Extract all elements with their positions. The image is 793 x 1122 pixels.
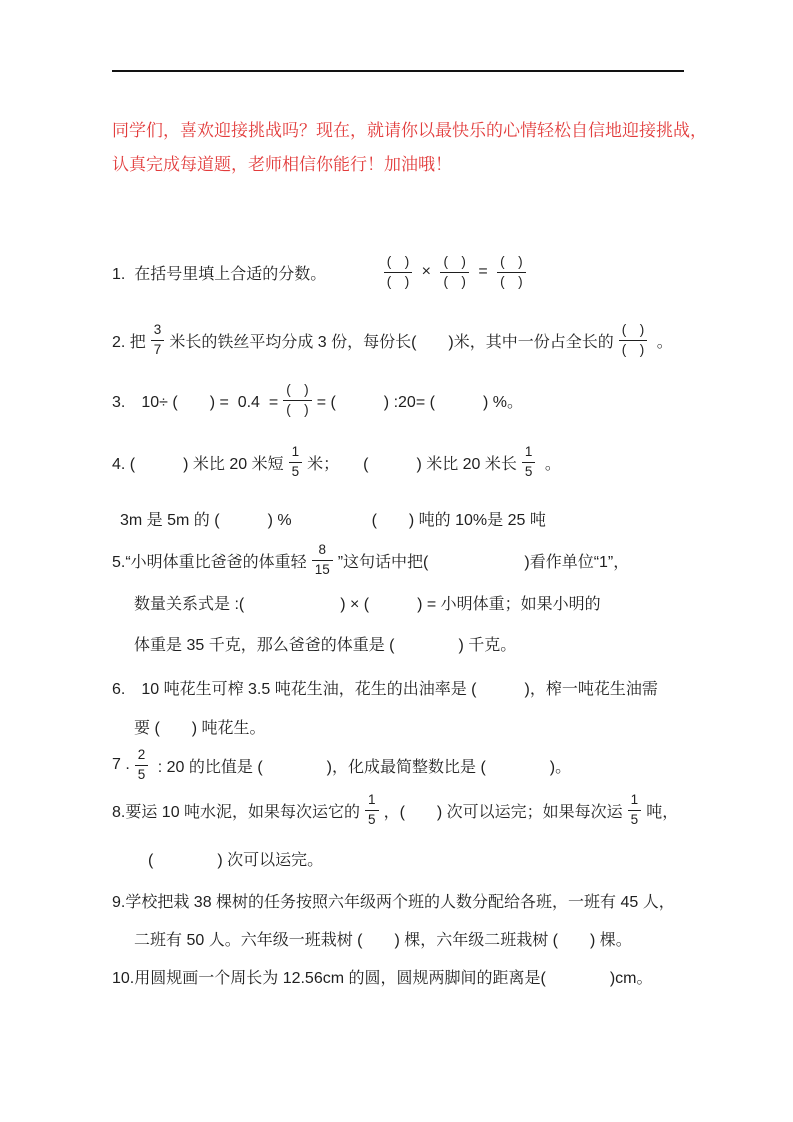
fraction-denominator: ( ) xyxy=(621,341,645,357)
fraction-numerator: 8 xyxy=(312,542,333,560)
fraction-numerator: ( ) xyxy=(384,254,413,272)
fraction-numerator: 1 xyxy=(289,444,303,462)
fraction-numerator: 1 xyxy=(522,444,536,462)
fraction-numerator: 2 xyxy=(135,747,149,765)
question-9-line-2 xyxy=(112,919,684,957)
question-5-line-3 xyxy=(112,624,684,662)
question-6-line-2 xyxy=(112,707,684,745)
question-7 xyxy=(112,746,684,784)
text-segment: 二班有 50 人。六年级一班栽树 ( ) 棵，六年级二班栽树 ( ) 棵。 xyxy=(134,931,632,949)
text-segment: 3m 是 5m 的 ( ) % ( ) 吨的 10%是 25 吨 xyxy=(120,511,546,529)
fraction-denominator: 15 xyxy=(314,561,330,577)
text-segment: ( ) 次可以运完。 xyxy=(148,851,324,869)
question-3 xyxy=(112,381,684,419)
fraction-denominator: 5 xyxy=(524,463,533,479)
question-8-line-2 xyxy=(112,839,684,877)
fraction xyxy=(289,444,303,479)
fraction xyxy=(151,322,165,357)
text-segment: = ( ) :20= ( ) %。 xyxy=(316,393,523,411)
intro-line: 认真完成每道题，老师相信你能行！加油哦！ xyxy=(112,155,452,174)
text-segment: 体重是 35 千克，那么爸爸的体重是 ( ) 千克。 xyxy=(134,636,517,654)
text-segment xyxy=(326,261,378,284)
fraction xyxy=(628,792,642,827)
fraction-denominator: 5 xyxy=(291,463,300,479)
text-segment: 2. 把 xyxy=(112,333,146,351)
fraction xyxy=(135,747,149,782)
fraction xyxy=(440,254,469,289)
fraction xyxy=(619,322,648,357)
fraction-numerator: 1 xyxy=(365,792,379,810)
text-segment: 数量关系式是 :( ) × ( ) = 小明体重；如果小明的 xyxy=(134,595,601,613)
text-segment: 1. 在括号里填上合适的分数。 xyxy=(112,265,327,283)
question-4-sub xyxy=(112,499,684,537)
fraction xyxy=(312,542,333,577)
text-segment: 8.要运 10 吨水泥，如果每次运它的 xyxy=(112,803,361,821)
document-body xyxy=(112,253,684,995)
fraction-denominator: 5 xyxy=(368,811,376,827)
page-content xyxy=(112,70,707,995)
question-4 xyxy=(112,443,684,481)
fraction xyxy=(365,792,379,827)
text-segment: 10.用圆规画一个周长为 12.56cm 的圆，圆规两脚间的距离是( )cm。 xyxy=(112,969,653,987)
text-segment: 3. 10÷ ( ) = 0.4 = xyxy=(112,393,279,411)
fraction xyxy=(384,254,413,289)
text-segment: 吨， xyxy=(646,803,679,821)
intro-line: 同学们，喜欢迎接挑战吗？现在，就请你以最快乐的心情轻松自信地迎接挑战， xyxy=(112,121,707,140)
text-segment: 。 xyxy=(652,333,673,351)
text-segment: 5.“小明体重比爸爸的体重轻 xyxy=(112,553,307,571)
question-5-line-2 xyxy=(112,583,684,621)
fraction-denominator: 5 xyxy=(137,766,146,782)
question-9-line-1 xyxy=(112,881,684,919)
fraction-numerator: 3 xyxy=(151,322,165,340)
fraction-numerator: ( ) xyxy=(497,254,526,272)
fraction xyxy=(497,254,526,289)
text-segment: = xyxy=(473,263,493,280)
question-8-line-1 xyxy=(112,791,684,829)
question-1 xyxy=(112,253,684,291)
fraction-denominator: ( ) xyxy=(286,401,309,417)
header-rule xyxy=(112,70,684,72)
question-2 xyxy=(112,321,684,359)
text-segment: 。 xyxy=(540,455,561,473)
fraction-denominator: ( ) xyxy=(500,273,523,289)
fraction-numerator: ( ) xyxy=(440,254,469,272)
text-segment: 7 . xyxy=(112,756,130,773)
text-segment: ”这句话中把( )看作单位“1”， xyxy=(337,553,630,571)
question-5-line-1 xyxy=(112,541,684,579)
fraction-denominator: 7 xyxy=(153,341,162,357)
fraction xyxy=(522,444,536,479)
text-segment: 6. 10 吨花生可榨 3.5 吨花生油，花生的出油率是 ( )，榨一吨花生油需 xyxy=(112,680,658,698)
text-segment: 9.学校把栽 38 棵树的任务按照六年级两个班的人数分配给各班，一班有 45 人， xyxy=(112,893,675,911)
fraction xyxy=(283,382,312,417)
text-segment: : 20 的比值是 ( )，化成最简整数比是 ( )。 xyxy=(153,758,572,776)
text-segment: ，( ) 次可以运完；如果每次运 xyxy=(383,803,623,821)
question-10 xyxy=(112,957,684,995)
fraction-denominator: ( ) xyxy=(443,273,466,289)
fraction-numerator: 1 xyxy=(628,792,642,810)
text-segment: 4. ( ) 米比 20 米短 xyxy=(112,455,284,473)
intro-text xyxy=(112,114,707,182)
fraction-denominator: 5 xyxy=(630,811,639,827)
fraction-numerator: ( ) xyxy=(283,382,312,400)
text-segment: × xyxy=(417,263,436,280)
text-segment: 要 ( ) 吨花生。 xyxy=(134,719,266,737)
fraction-numerator: ( ) xyxy=(619,322,648,340)
question-6-line-1 xyxy=(112,668,684,706)
text-segment: 米长的铁丝平均分成 3 份，每份长( )米，其中一份占全长的 xyxy=(169,333,614,351)
fraction-denominator: ( ) xyxy=(386,273,410,289)
text-segment: 米； ( ) 米比 20 米长 xyxy=(307,455,517,473)
